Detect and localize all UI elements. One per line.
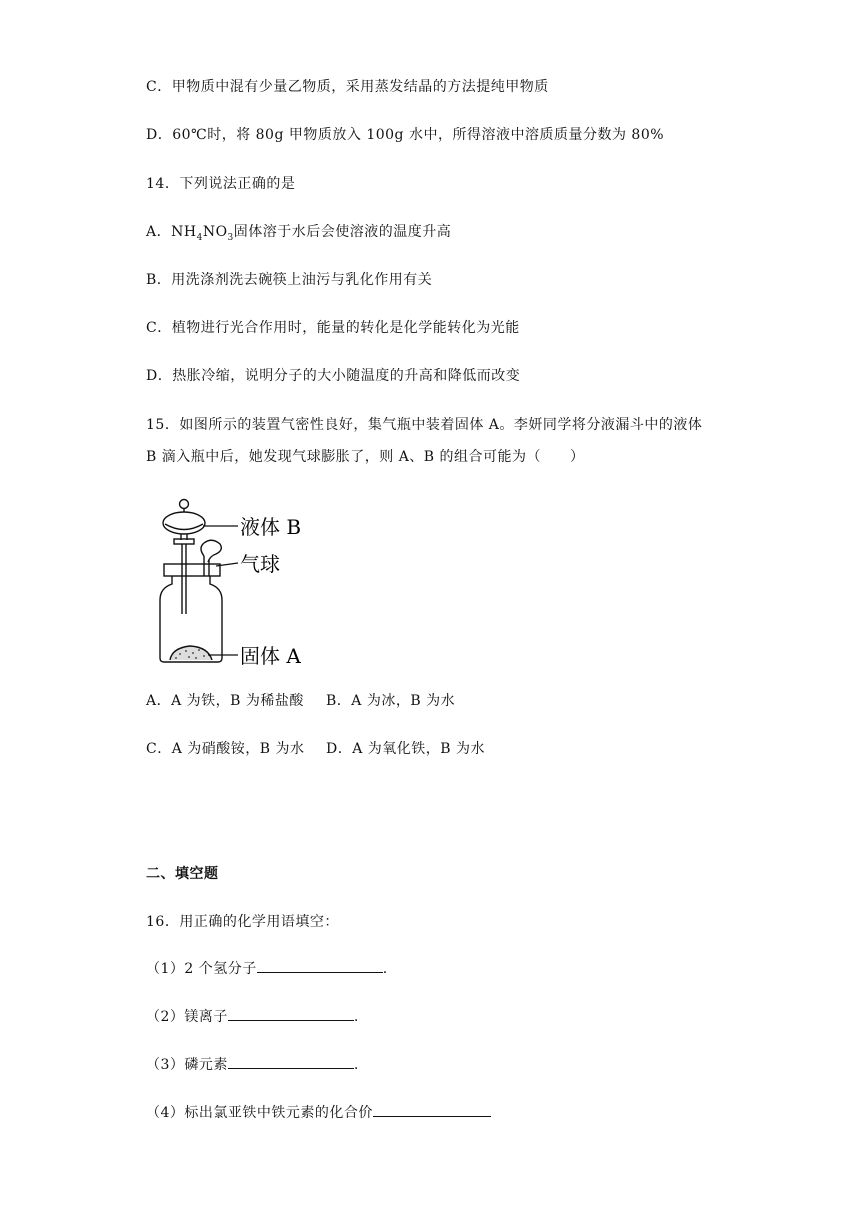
q16-item1-period: .: [382, 961, 388, 977]
q16-item1-text: （1）2 个氢分子: [146, 961, 257, 977]
q15-options-row2: [146, 739, 485, 759]
q14-option-a-sub1: 4: [196, 232, 203, 243]
q14-option-a: [146, 222, 451, 242]
q16-item3-period: .: [353, 1057, 359, 1073]
q15-option-b: B．A 为冰，B 为水: [326, 693, 456, 709]
q16-item2-blank[interactable]: [228, 1006, 354, 1021]
q16-item3-blank[interactable]: [228, 1054, 354, 1069]
separatory-funnel-body: [163, 512, 205, 534]
q16-item3-text: （3）磷元素: [146, 1057, 228, 1073]
q15-options-row1: [146, 691, 455, 711]
q15-option-d: D．A 为氧化铁，B 为水: [326, 741, 486, 757]
q16-item4-blank[interactable]: [373, 1102, 491, 1117]
q15-option-a: A．A 为铁，B 为稀盐酸: [146, 693, 304, 709]
q14-option-d: D．热胀冷缩，说明分子的大小随温度的升高和降低而改变: [146, 368, 521, 384]
q16-item2-text: （2）镁离子: [146, 1009, 228, 1025]
q14-option-a-prefix: A．NH: [146, 224, 197, 240]
funnel-stopcock: [174, 539, 194, 544]
section-title: 二、填空题: [146, 866, 219, 882]
funnel-stopper-knob: [180, 500, 189, 509]
q15-stem-line2: B 滴入瓶中后，她发现气球膨胀了，则 A、B 的组合可能为（ ）: [146, 449, 585, 465]
q16-item1: [146, 958, 388, 979]
q14-stem: 14．下列说法正确的是: [146, 176, 296, 192]
q14-option-a-suffix: 固体溶于水后会使溶液的温度升高: [233, 224, 452, 240]
label-solid-a: 固体 A: [240, 644, 301, 668]
bottle-stopper: [164, 564, 220, 576]
q14-option-b: B．用洗涤剂洗去碗筷上油污与乳化作用有关: [146, 272, 433, 288]
q16-item3: [146, 1054, 359, 1075]
q14-option-a-mid: NO: [202, 224, 228, 240]
q14-option-a-sub2: 3: [227, 232, 234, 243]
label-balloon: 气球: [240, 552, 280, 576]
q16-item4-text: （4）标出氯亚铁中铁元素的化合价: [146, 1105, 373, 1121]
q13-option-c: C．甲物质中混有少量乙物质，采用蒸发结晶的方法提纯甲物质: [146, 79, 549, 95]
q16-item4: [146, 1102, 491, 1123]
label-liquid-b: 液体 B: [240, 515, 302, 539]
q15-option-c: C．A 为硝酸铵，B 为水: [146, 741, 305, 757]
q16-item1-blank[interactable]: [257, 958, 383, 973]
q13-option-d: D．60℃时，将 80g 甲物质放入 100g 水中，所得溶液中溶质质量分数为 80%: [146, 127, 665, 143]
q15-stem-line1: 15．如图所示的装置气密性良好，集气瓶中装着固体 A。李妍同学将分液漏斗中的液体: [146, 417, 703, 433]
q16-item2: [146, 1006, 359, 1027]
q14-option-c: C．植物进行光合作用时，能量的转化是化学能转化为光能: [146, 320, 520, 336]
q16-stem: 16．用正确的化学用语填空：: [146, 914, 339, 930]
q15-apparatus-figure: [146, 490, 316, 672]
q16-item2-period: .: [353, 1009, 359, 1025]
